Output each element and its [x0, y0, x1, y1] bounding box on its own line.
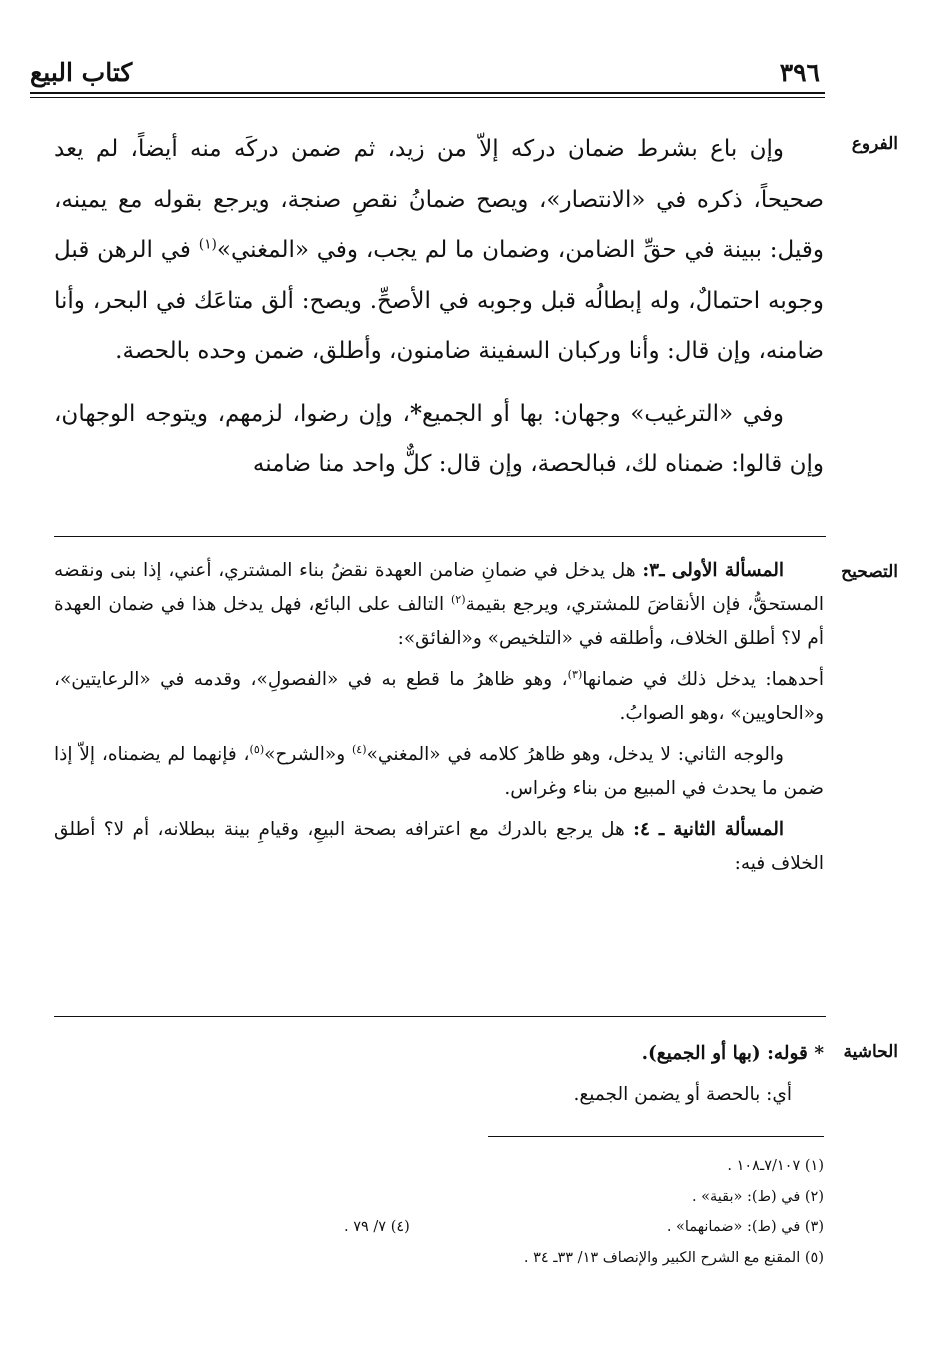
hashiya-section	[330, 1036, 824, 1112]
footnotes	[300, 1151, 824, 1273]
question-2-heading: المسألة الثانية ـ ٤:	[633, 819, 784, 840]
section-divider-2	[54, 1016, 826, 1017]
tashih-view-2: والوجه الثاني: لا يدخل، وهو ظاهرُ كلامه في «المغني»$^{(٤)}$ و«الشرح»$^{(٥)}$، فإنهما لم يضمناه، إلاّ إذا ضمن ما يحدث في المبيع من بناء وغراس.	[54, 742, 824, 799]
footnote-ref-5: (٥)	[249, 742, 265, 756]
tashih-question-2: المسألة الثانية ـ ٤: هل يرجع بالدرك مع اعترافه بصحة البيعِ، وقيامِ بينة ببطلانه، أم لا؟ أطلق الخلاف فيه:	[54, 819, 824, 874]
section-divider	[54, 536, 826, 537]
footnote-ref-1: (١)	[198, 236, 217, 253]
hashiya-heading: * قوله: (بها أو الجميع).	[641, 1043, 824, 1064]
footnote-3: (٣) في (ط): «ضمانهما» .	[666, 1219, 824, 1235]
tashih-section	[54, 554, 824, 881]
footnote-rule	[488, 1136, 824, 1137]
tashih-view-1: أحدهما: يدخل ذلك في ضمانها$^{(٣)}$، وهو ظاهرُ ما قطع به في «الفصولِ»، وقدمه في «الرعايتين»، و«الحاويين» ،وهو الصوابُ.	[54, 667, 824, 724]
footnote-ref-3: (٣)	[567, 667, 583, 681]
footnote-row-3	[300, 1212, 824, 1243]
label-furu: الفروع	[851, 134, 898, 154]
header-rule-thin	[30, 97, 825, 98]
label-hashiya: الحاشية	[843, 1042, 898, 1062]
label-tashih: التصحيح	[841, 562, 898, 582]
page-number: ٣٩٦	[779, 58, 820, 87]
footnote-ref-2: (٢)	[450, 592, 466, 606]
question-1-heading: المسألة الأولى ـ٣:	[642, 560, 784, 581]
footnote-5: (٥) المقنع مع الشرح الكبير والإنصاف ١٣/ ٣٣ـ ٣٤ .	[523, 1249, 824, 1266]
furu-section	[54, 124, 824, 490]
furu-paragraph-1: وإن باع بشرط ضمان دركه إلاّ من زيد، ثم ضمن دركَه منه أيضاً، لم يعد صحيحاً، ذكره في «الانتصار»، ويصح ضمانُ نقصِ صنجة، ويرجع بقوله مع يمينه، وقيل: ببينة في حقِّ الضامن، وضمان ما لم يجب، وفي «المغني»$^{(١)}$ في الرهن قبل وجوبه احتمالٌ، وله إبطالُه قبل وجوبه في الأصحِّ. ويصح: ألق متاعَك في البحر، وأنا ضامنه، وإن قال: وأنا وركبان السفينة ضامنون، وأطلق، ضمن وحده بالحصة.	[54, 136, 824, 364]
footnote-4: (٤) ٧/ ٧٩ .	[344, 1219, 410, 1235]
header-rule	[30, 92, 825, 94]
hashiya-marker: *	[409, 399, 423, 427]
tashih-question-1: المسألة الأولى ـ٣: هل يدخل في ضمانِ ضامن العهدة نقضُ بناء المشتري، أعني، إذا بنى ونقضه المستحقُّ، فإن الأنقاضَ للمشتري، ويرجع بقيمة$^{(٢)}$ التالف على البائع، فهل يدخل هذا في ضمان العهدة أم لا؟ أطلق الخلاف، وأطلقه في «التلخيص» و«الفائق»:	[54, 560, 824, 649]
furu-paragraph-2: وفي «الترغيب» وجهان: بها أو الجميع*، وإن رضوا، لزمهم، ويتوجه الوجهان، وإن قالوا: ضمناه لك، فبالحصة، وإن قال: كلٌّ واحد منا ضامنه	[54, 399, 824, 477]
footnote-ref-4: (٤)	[351, 742, 367, 756]
footnote-2: (٢) في (ط): «بقية» .	[691, 1188, 824, 1205]
footnote-1: (١) ٧/١٠٧ـ١٠٨ .	[727, 1158, 824, 1174]
running-header	[30, 58, 822, 92]
hashiya-body: أي: بالحصة أو يضمن الجميع.	[573, 1084, 792, 1105]
book-title: كتاب البيع	[30, 58, 133, 87]
